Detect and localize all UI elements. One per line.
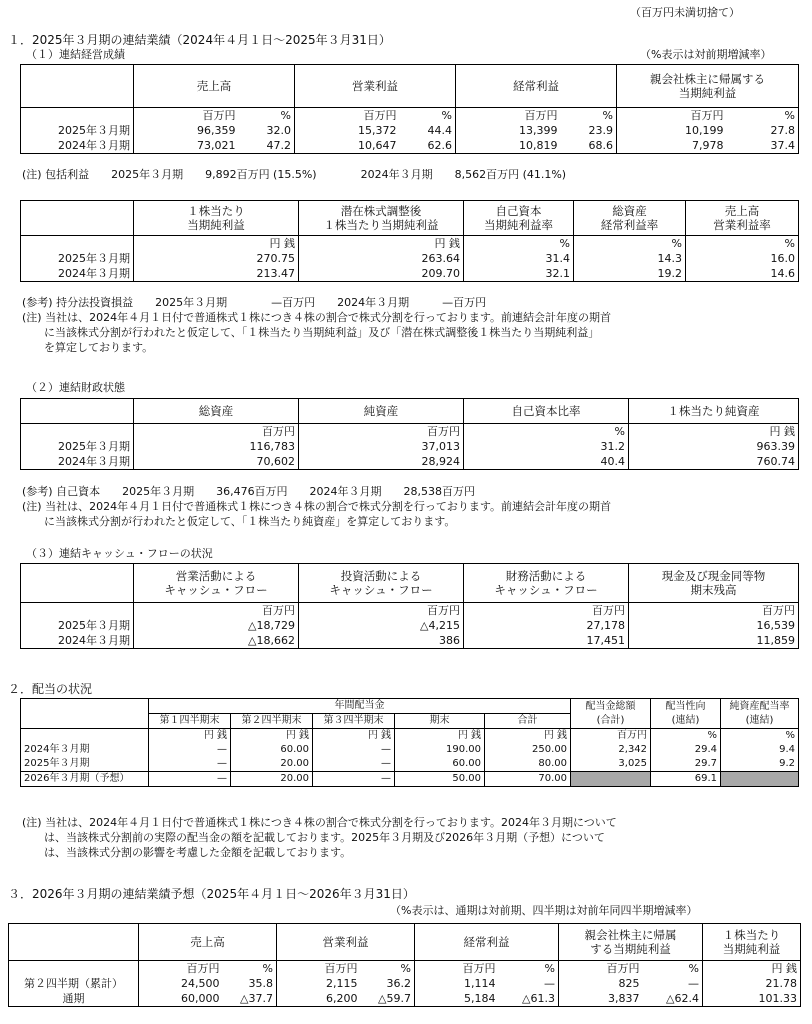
unit-cell: 百万円 <box>462 962 496 975</box>
split-note-line: (注) 当社は、2024年４月１日付で普通株式１株につき４株の割合で株式分割を行っております。前連結会計年度の期首 <box>22 500 611 513</box>
table-cell: 1,114 <box>464 977 496 990</box>
comprehensive-income-note: (注) 包括利益 2025年３月期 9,892百万円 (15.5%) 2024年３月期 8,562百万円 (41.1%) <box>22 168 567 181</box>
table-cell: 37.4 <box>727 138 799 154</box>
header-year-end: 期末 <box>395 714 485 729</box>
unit-cell: 百万円 <box>134 603 299 619</box>
unit-cell: % <box>721 729 799 744</box>
table-cell: 29.7 <box>651 757 721 772</box>
section1-title: １．2025年３月期の連結業績（2024年４月１日～2025年３月31日） <box>8 33 391 47</box>
unit-cell: 百万円 <box>299 603 464 619</box>
table-cell: △18,662 <box>134 633 299 649</box>
table-cell: 3,025 <box>571 757 651 772</box>
table-cell: 23.9 <box>561 123 617 138</box>
table-cell: — <box>149 743 231 757</box>
header-operating-cf: 営業活動による キャッシュ・フロー <box>134 564 299 603</box>
header-ordinary-profit: 経常利益 <box>456 65 617 108</box>
header-financing-cf: 財務活動による キャッシュ・フロー <box>464 564 629 603</box>
table-cell: 11,859 <box>629 633 799 649</box>
section3-rate-note: （%表示は、通期は対前期、四半期は対前年同四半期増減率） <box>390 904 698 917</box>
table-cell: 44.4 <box>400 123 456 138</box>
table-cell: 2,115 <box>326 977 358 990</box>
table-cell: 21.78 <box>703 976 801 991</box>
dividend-note-line: は、当該株式分割前の実際の配当金の額を記載しております。2025年３月期及び2026年３月期（予想）について <box>22 831 605 844</box>
table-cell: 7,978 <box>617 138 727 154</box>
table-cell: 36.2 <box>361 976 415 991</box>
header-roa: 総資産 経常利益率 <box>574 201 686 236</box>
unit-cell: % <box>643 961 703 977</box>
row-label: 2024年３月期 <box>21 138 134 154</box>
row-label: 2025年３月期 <box>21 439 134 454</box>
table-cell: 96,359 <box>134 123 239 138</box>
header-net-assets: 純資産 <box>299 399 464 424</box>
unit-note: （百万円未満切捨て） <box>630 6 740 19</box>
unit-cell: 百万円 <box>139 961 223 977</box>
corner-cell <box>21 65 134 108</box>
table-cell: 14.3 <box>574 251 686 266</box>
unit-cell: 円 銭 <box>231 729 313 744</box>
unit-cell: 百万円 <box>690 109 724 122</box>
table-cell: △18,729 <box>134 618 299 633</box>
corner-cell <box>9 924 139 961</box>
unit-cell: 円 銭 <box>629 424 799 440</box>
unit-cell: % <box>561 108 617 124</box>
header-sales: 売上高 <box>134 65 295 108</box>
unit-cell: % <box>223 961 277 977</box>
table-cell: 73,021 <box>134 138 239 154</box>
unit-cell: % <box>361 961 415 977</box>
header-operating-profit: 営業利益 <box>277 924 415 961</box>
split-note-line: に当該株式分割が行われたと仮定して、「１株当たり当期純利益」及び「潜在株式調整後１株当たり当期純利益」 <box>22 326 600 339</box>
table-cell: 9.4 <box>721 743 799 757</box>
table-cell: △62.4 <box>643 991 703 1007</box>
row-label: 通期 <box>9 991 139 1007</box>
operating-results-table <box>20 64 799 154</box>
equity-ref-note: (参考) 自己資本 2025年３月期 36,476百万円 2024年３月期 28,538百万円 <box>22 485 476 498</box>
row-label: 2024年３月期 <box>21 454 134 470</box>
row-label: 2024年３月期 <box>21 633 134 649</box>
header-q3: 第３四半期末 <box>313 714 395 729</box>
table-cell: 16,539 <box>629 618 799 633</box>
table-cell: 825 <box>618 977 640 990</box>
forecast-table <box>8 923 801 1007</box>
table-cell: 190.00 <box>395 743 485 757</box>
header-ordinary-profit: 経常利益 <box>415 924 559 961</box>
table-cell: 250.00 <box>485 743 571 757</box>
table-cell: — <box>313 772 395 787</box>
table-cell: △4,215 <box>299 618 464 633</box>
header-eps: １株当たり 当期純利益 <box>134 201 299 236</box>
table-cell: — <box>499 976 559 991</box>
split-note-line: (注) 当社は、2024年４月１日付で普通株式１株につき４株の割合で株式分割を行っております。前連結会計年度の期首 <box>22 311 611 324</box>
table-cell: 28,924 <box>299 454 464 470</box>
table-cell: △59.7 <box>361 991 415 1007</box>
table-cell: 20.00 <box>231 772 313 787</box>
unit-cell: % <box>239 108 295 124</box>
header-margin: 売上高 営業利益率 <box>686 201 799 236</box>
table-cell: 27,178 <box>464 618 629 633</box>
unit-cell: 円 銭 <box>134 236 299 252</box>
unit-cell: 円 銭 <box>313 729 395 744</box>
corner-cell <box>21 201 134 236</box>
table-cell: 10,199 <box>685 124 724 137</box>
table-cell: 17,451 <box>464 633 629 649</box>
header-q2: 第２四半期末 <box>231 714 313 729</box>
table-cell: 213.47 <box>134 266 299 282</box>
header-eps: １株当たり 当期純利益 <box>703 924 801 961</box>
unit-cell: 百万円 <box>363 109 397 122</box>
table-cell: 60.00 <box>231 743 313 757</box>
table-cell: 62.6 <box>400 138 456 154</box>
section3-title: ３．2026年３月期の連結業績予想（2025年４月１日～2026年３月31日） <box>8 887 415 901</box>
table-cell: — <box>313 743 395 757</box>
table-cell: 963.39 <box>629 439 799 454</box>
dividend-note-line: は、当該株式分割の影響を考慮した金額を記載しております。 <box>22 846 352 859</box>
corner-cell <box>21 564 134 603</box>
table-cell: — <box>313 757 395 772</box>
row-label: 2025年３月期 <box>21 251 134 266</box>
table-cell: 70,602 <box>134 454 299 470</box>
table-cell: — <box>643 976 703 991</box>
table-cell: 3,837 <box>559 991 643 1007</box>
table-cell: 13,399 <box>519 124 558 137</box>
table-cell: 101.33 <box>703 991 801 1007</box>
table-cell: 32.1 <box>464 266 574 282</box>
header-operating-profit: 営業利益 <box>295 65 456 108</box>
header-investing-cf: 投資活動による キャッシュ・フロー <box>299 564 464 603</box>
unit-cell: 円 銭 <box>149 729 231 744</box>
table-cell: △37.7 <box>223 991 277 1007</box>
unit-cell: % <box>651 729 721 744</box>
table-cell: 263.64 <box>299 251 464 266</box>
unit-cell: 百万円 <box>134 108 239 124</box>
unit-cell: 百万円 <box>629 603 799 619</box>
row-label: 2024年３月期 <box>21 743 149 757</box>
table-cell: 32.0 <box>239 123 295 138</box>
table-cell: 47.2 <box>239 138 295 154</box>
unit-cell: % <box>499 961 559 977</box>
table-cell: 20.00 <box>231 757 313 772</box>
table-cell-shaded <box>571 772 651 787</box>
header-total-assets: 総資産 <box>134 399 299 424</box>
unit-cell: 百万円 <box>299 424 464 440</box>
table-cell: 5,184 <box>415 991 499 1007</box>
unit-cell: % <box>727 108 799 124</box>
table-cell: 270.75 <box>134 251 299 266</box>
unit-cell: % <box>400 108 456 124</box>
table-cell: 10,819 <box>456 138 561 154</box>
table-cell: 70.00 <box>485 772 571 787</box>
header-net-income: 親会社株主に帰属 する当期純利益 <box>559 924 703 961</box>
table-cell: 35.8 <box>223 976 277 991</box>
unit-cell: 円 銭 <box>485 729 571 744</box>
financial-position-table <box>20 398 799 470</box>
header-q1: 第１四半期末 <box>149 714 231 729</box>
header-diluted-eps: 潜在株式調整後 １株当たり当期純利益 <box>299 201 464 236</box>
table-cell: — <box>149 772 231 787</box>
table-cell: 68.6 <box>561 138 617 154</box>
header-total-dividend: 配当金総額 (合計) <box>571 699 651 729</box>
table-cell: 16.0 <box>686 251 799 266</box>
table-cell: 10,647 <box>295 138 400 154</box>
table-cell: 15,372 <box>358 124 397 137</box>
dividend-table <box>20 698 799 787</box>
table-cell: 116,783 <box>134 439 299 454</box>
unit-cell: 百万円 <box>524 109 558 122</box>
table-cell: 6,200 <box>277 991 361 1007</box>
table-cell: 29.4 <box>651 743 721 757</box>
table-cell: 31.4 <box>464 251 574 266</box>
table-cell: 760.74 <box>629 454 799 470</box>
header-payout-ratio: 配当性向 (連結) <box>651 699 721 729</box>
row-label: 2026年３月期（予想） <box>21 772 149 787</box>
table-cell: 80.00 <box>485 757 571 772</box>
unit-cell: 百万円 <box>464 603 629 619</box>
table-cell: 37,013 <box>299 439 464 454</box>
unit-cell: % <box>686 236 799 252</box>
header-net-income: 親会社株主に帰属する 当期純利益 <box>617 65 799 108</box>
section2-title: ２．配当の状況 <box>8 682 93 696</box>
per-share-table <box>20 200 799 282</box>
corner-cell <box>21 699 149 729</box>
table-cell: 14.6 <box>686 266 799 282</box>
header-bps: １株当たり純資産 <box>629 399 799 424</box>
row-label: 第２四半期（累計） <box>9 976 139 991</box>
unit-cell: 百万円 <box>606 962 640 975</box>
row-label: 2025年３月期 <box>21 123 134 138</box>
table-cell: — <box>149 757 231 772</box>
unit-cell: 百万円 <box>134 424 299 440</box>
unit-cell: 百万円 <box>324 962 358 975</box>
table-cell: 60.00 <box>395 757 485 772</box>
table-cell: 209.70 <box>299 266 464 282</box>
table-cell: 40.4 <box>464 454 629 470</box>
row-label: 2025年３月期 <box>21 757 149 772</box>
table-cell: △61.3 <box>499 991 559 1007</box>
unit-cell: % <box>574 236 686 252</box>
dividend-note-line: (注) 当社は、2024年４月１日付で普通株式１株につき４株の割合で株式分割を行っております。2024年３月期について <box>22 816 617 829</box>
header-roe: 自己資本 当期純利益率 <box>464 201 574 236</box>
split-note-line: を算定しております。 <box>22 341 154 354</box>
header-total: 合計 <box>485 714 571 729</box>
unit-cell: 円 銭 <box>703 961 801 977</box>
unit-cell: 円 銭 <box>299 236 464 252</box>
equity-method-note: (参考) 持分法投資損益 2025年３月期 —百万円 2024年３月期 —百万円 <box>22 296 487 309</box>
header-equity-ratio: 自己資本比率 <box>464 399 629 424</box>
section1-sub2-title: （２）連結財政状態 <box>26 381 125 394</box>
row-label: 2024年３月期 <box>21 266 134 282</box>
table-cell: 60,000 <box>139 991 223 1007</box>
cash-flow-table <box>20 563 799 649</box>
unit-cell: % <box>464 424 629 440</box>
section1-sub3-title: （３）連結キャッシュ・フローの状況 <box>26 547 213 560</box>
split-note-line: に当該株式分割が行われたと仮定して、「１株当たり純資産」を算定しております。 <box>22 515 456 528</box>
header-doe: 純資産配当率 (連結) <box>721 699 799 729</box>
table-cell: 2,342 <box>571 743 651 757</box>
unit-cell: 円 銭 <box>395 729 485 744</box>
table-cell: 9.2 <box>721 757 799 772</box>
table-cell-shaded <box>721 772 799 787</box>
table-cell: 24,500 <box>139 976 223 991</box>
unit-cell: % <box>464 236 574 252</box>
row-label: 2025年３月期 <box>21 618 134 633</box>
header-annual-dividend: 年間配当金 <box>149 699 571 714</box>
table-cell: 27.8 <box>727 123 799 138</box>
rate-note: （%表示は対前期増減率） <box>640 48 772 61</box>
corner-cell <box>21 399 134 424</box>
header-cash-balance: 現金及び現金同等物 期末残高 <box>629 564 799 603</box>
unit-cell: 百万円 <box>571 729 651 744</box>
table-cell: 69.1 <box>651 772 721 787</box>
section1-sub1-title: （１）連結経営成績 <box>26 48 125 61</box>
table-cell: 31.2 <box>464 439 629 454</box>
header-sales: 売上高 <box>139 924 277 961</box>
table-cell: 19.2 <box>574 266 686 282</box>
table-cell: 50.00 <box>395 772 485 787</box>
table-cell: 386 <box>299 633 464 649</box>
